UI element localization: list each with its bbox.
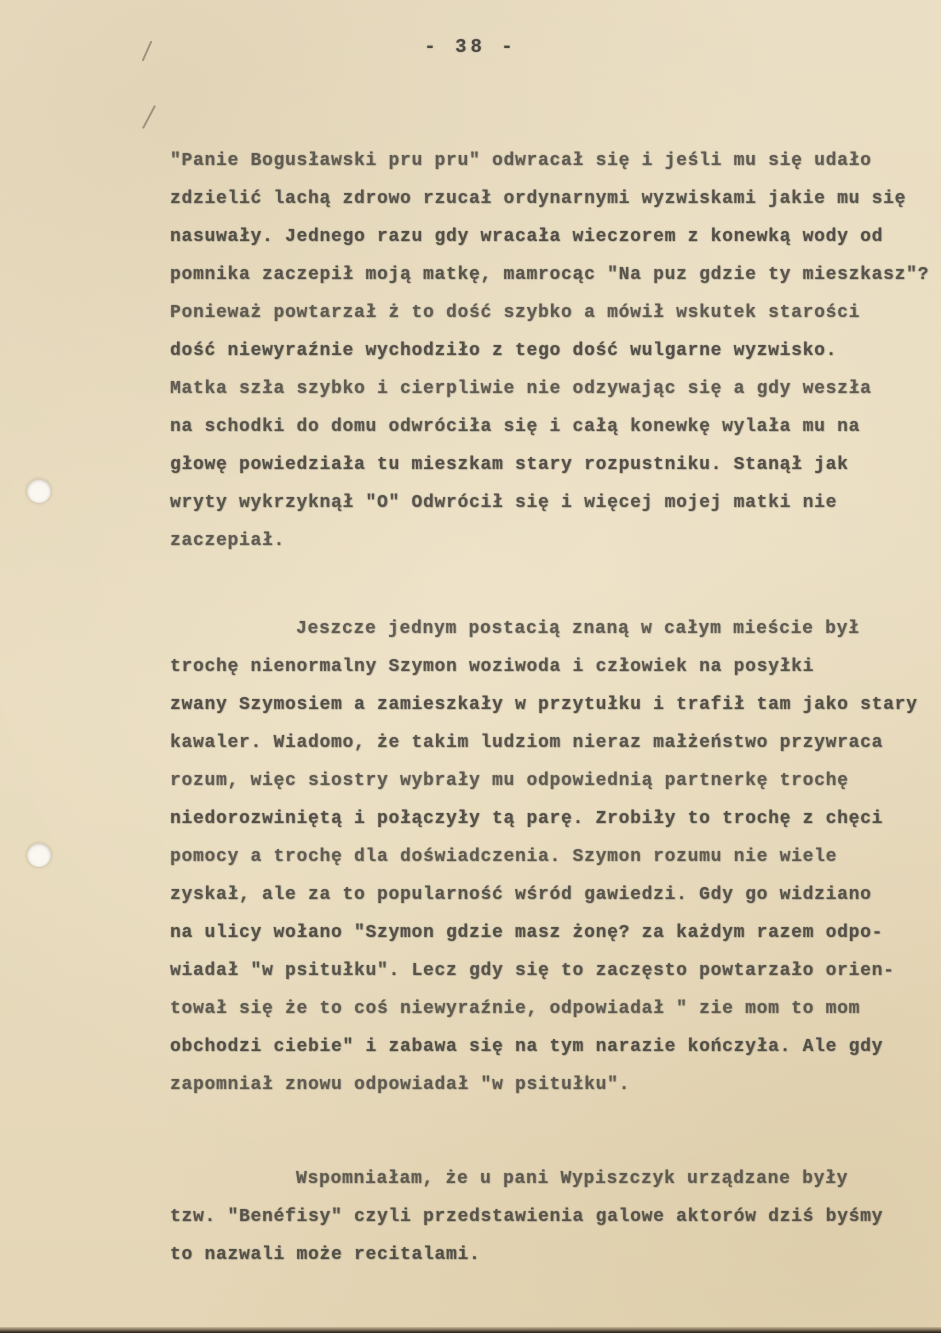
text-line: to nazwali może recitalami. [170, 1245, 481, 1265]
text-line: zdzielić lachą zdrowo rzucał ordynarnymi wyzwiskami jakie mu się [170, 189, 907, 209]
hole-punch-top [27, 479, 51, 503]
text-line: kawaler. Wiadomo, że takim ludziom nieraz małżeństwo przywraca [170, 733, 884, 753]
text-line: zapomniał znowu odpowiadał "w psitułku". [170, 1075, 631, 1095]
text-line: obchodzi ciebie" i zabawa się na tym narazie kończyła. Ale gdy [170, 1037, 884, 1057]
page-number: - 38 - [424, 36, 517, 58]
text-line: zwany Szymosiem a zamieszkały w przytułku i trafił tam jako stary [170, 695, 918, 715]
text-line: Wspomniałam, że u pani Wypiszczyk urządzane były [296, 1169, 849, 1189]
hole-punch-bottom [27, 843, 51, 867]
paragraph-2 [170, 610, 918, 1104]
paragraph-1 [170, 142, 930, 560]
text-line: niedorozwiniętą i połączyły tą parę. Zrobiły to trochę z chęci [170, 809, 884, 829]
text-line: trochę nienormalny Szymon woziwoda i człowiek na posyłki [170, 657, 815, 677]
text-line: wryty wykrzyknął "O" Odwrócił się i więcej mojej matki nie [170, 493, 838, 513]
text-line: pomnika zaczepił moją matkę, mamrocąc "Na puz gdzie ty mieszkasz"? [170, 265, 930, 285]
text-line: wiadał "w psitułku". Lecz gdy się to zaczęsto powtarzało orien- [170, 961, 895, 981]
stray-pen-mark [142, 105, 156, 129]
paragraph-3 [170, 1160, 915, 1274]
text-line: na ulicy wołano "Szymon gdzie masz żonę? za każdym razem odpo- [170, 923, 884, 943]
text-line: na schodki do domu odwróciła się i całą konewkę wylała mu na [170, 417, 861, 437]
text-line: nasuwały. Jednego razu gdy wracała wieczorem z konewką wody od [170, 227, 884, 247]
text-line: Matka szła szybko i cierpliwie nie odzywając się a gdy weszła [170, 379, 872, 399]
text-line: tował się że to coś niewyraźnie, odpowiadał " zie mom to mom [170, 999, 861, 1019]
text-line: głowę powiedziała tu mieszkam stary rozpustniku. Stanął jak [170, 455, 849, 475]
text-line: Jeszcze jednym postacią znaną w całym mieście był [296, 619, 860, 639]
text-line: pomocy a trochę dla doświadczenia. Szymon rozumu nie wiele [170, 847, 838, 867]
text-line: "Panie Bogusławski pru pru" odwracał się i jeśli mu się udało [170, 151, 872, 171]
text-line: tzw. "Benéfisy" czyli przedstawienia galowe aktorów dziś byśmy [170, 1207, 884, 1227]
text-line: rozum, więc siostry wybrały mu odpowiednią partnerkę trochę [170, 771, 849, 791]
text-line: zaczepiał. [170, 531, 286, 551]
text-line: Ponieważ powtarzał ż to dość szybko a mówił wskutek starości [170, 303, 861, 323]
text-line: zyskał, ale za to popularność wśród gawiedzi. Gdy go widziano [170, 885, 872, 905]
typewritten-text-block [170, 142, 930, 1274]
text-line: dość niewyraźnie wychodziło z tego dość wulgarne wyzwisko. [170, 341, 838, 361]
scan-bottom-edge [0, 1327, 941, 1333]
